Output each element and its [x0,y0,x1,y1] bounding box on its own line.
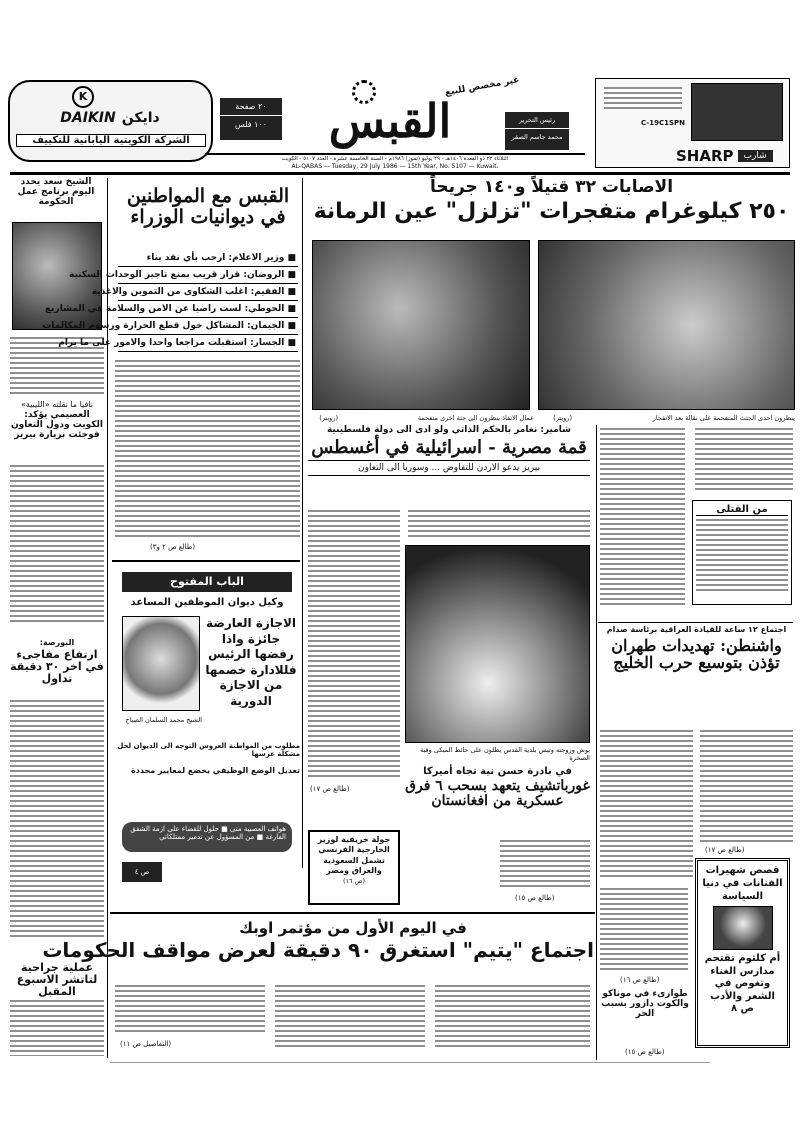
caption-left: عمال الانقاذ ينظرون الى جثة اخرى متفحمة [417,414,534,422]
minister-item: ■ الحوطي: لست راضيا عن الامن والسلامة في المشاريع [118,301,298,318]
official-caption: الشيخ محمد السلمان الصباح [125,716,202,724]
logo: القبس [328,94,452,148]
libya-story [10,400,104,441]
open-door-title: الباب المفتوح [122,572,292,592]
open-door-item-2: تعديل الوضع الوظيفي يخضع لمعايير محددة [131,766,300,775]
page-count: ٢٠ صفحة [220,98,282,116]
tv-image [691,83,783,141]
tour-page: (ص ١٦) [343,876,365,885]
thatcher-headline: عملية جراحية لتاتشر الاسبوع المقبل [16,961,98,999]
summit-story-heading [308,426,590,476]
open-door-subtitle: وكيل ديوان الموظفين المساعد [130,597,284,608]
sharp-ad [595,78,790,168]
open-door-items [112,742,300,775]
minister-item: ■ وزير الاعلام: ارحب بأي نقد بناء [118,250,298,267]
rescue-photo-left [312,240,530,410]
qasas-headline: قصص شهيرات الفنانات في دنيا السياسة [702,865,783,902]
saad-headline: الشيخ سعد يحدد اليوم برنامج عمل الحكومة [17,177,95,207]
masthead-rule [205,153,585,155]
monaco-jump: (طالع ص ١٥) [625,1048,665,1056]
official-photo [122,616,200,711]
qasas-box [695,858,790,1048]
qasas-sub: أم كلثوم تقتحم مدارس الغناء وتغوص في الشعر والأدب [704,953,781,1002]
killed-box [692,500,792,605]
main-headline: ٢٥٠ كيلوغرام متفجرات "تزلزل" عين الرمانة [313,198,790,224]
monaco-top-jump: (طالع ص ١٦) [620,976,660,984]
sharp-model: C-19C1SPN [641,119,685,127]
price: ١٠٠ فلس [234,120,268,129]
iraq-story-heading [600,626,793,672]
opec-headline: اجتماع "يتيم" استغرق ٩٠ دقيقة لعرض مواقف الحكومات [42,937,594,962]
main-kicker: الاصابات ٣٢ قتيلاً و١٤٠ جريحاً [429,177,674,197]
bottom-rule [110,1062,710,1063]
daikin-arabic: دايكن [121,110,160,126]
dateline-arabic: الثلاثاء ٢٢ ذو القعدة ١٤٠٦هـ - ٢٩ يوليو (تموز) ١٩٨٦م - السنة الخامسة عشرة - العدد ٥١٠٧ - الكويت [281,156,509,162]
summit-headline: قمة مصرية - اسرائيلية في أغسطس [311,436,587,458]
ministers-list [42,250,298,352]
summit-kicker: شامير: نغامر بالحكم الذاتي ولو ادى الى دولة فلسطينية [326,425,572,435]
tour-text: جولة خريفية لوزير الخارجية الفرنسي تشمل السعودية والعراق ومصر [317,835,391,876]
opec-jump: (التفاصيل ص ١١) [120,1040,172,1048]
libya-headline: العصيمي يؤكد: الكويت ودول التعاون فوجئت بزيارة بيريز [10,410,103,440]
bourse-kicker: البورصة: [39,638,75,647]
gorbachev-kicker: في بادرة حسن نية تجاه أميركا [423,766,572,777]
main-story-heading [308,178,795,224]
opec-kicker: في اليوم الأول من مؤتمر اوبك [239,919,467,937]
daikin-logo-icon: K [72,86,94,108]
minister-item: ■ الجيمان: المشاكل حول قطع الحرارة ورسوم المكالمات [118,318,298,335]
credit-left: (رويتر) [319,414,338,422]
minister-item: ■ الفقيم: اغلب الشكاوى من التموين والاغذية [118,284,298,301]
not-for-sale: غير مخصص للبيع [444,75,521,99]
price-box [220,98,282,140]
qasas-page: ص ٨ [730,1003,755,1014]
libya-kicker: نافيا ما نقلته «الليبية» [21,400,93,409]
iraq-headline: واشنطن: تهديدات طهران تؤذن بتوسيع حرب الخليج [611,635,782,673]
daikin-company: الشركة الكويتية اليابانية للتكييف [16,134,206,147]
tour-box [308,830,400,905]
promo-page[interactable]: ص ٤ [122,862,162,882]
ministers-headline: القبس مع المواطنين في ديوانيات الوزراء [126,185,290,228]
monaco-headline: طوارىء في موناكو والكوت دازور بسبب الحر [601,989,689,1019]
caption-right: ينظرون احدى الجثث المتفحمة على نقالة بعد الانفجار [652,414,795,422]
open-door-item-1: مطلوب من المواطنة العروس التوجه الى الديوان لحل مشكلة عرسها [117,742,300,758]
bourse-headline: ارتفاع مفاجىء في اخر ٣٠ دقيقة تداول [10,648,104,686]
promo-box[interactable]: هواتف العصبية متى ■ حلول للقضاء على ازمة الشقق الفارغة ■ من المسؤول عن تدمير ممتلكاتي [122,822,292,852]
gorbachev-jump: (طالع ص ١٥) [515,894,555,902]
credit-right: (رويتر) [553,414,572,422]
wailing-wall-photo [405,545,590,743]
killed-box-title: من القتلى [696,504,788,516]
sharp-brand: SHARP [676,147,734,165]
umm-kulthum-photo [713,906,773,950]
gorbachev-story-heading [405,766,590,810]
iraq-kicker: اجتماع ١٢ ساعة للقيادة العراقية برئاسة صدام [606,625,787,634]
shamir-jump: (طالع ص ١٧) [310,785,350,793]
open-door-quote: الاجازة العارضة جائزة واذا رفضها الرئيس فللادارة خصمها من الاجازة الدورية [205,616,297,708]
bourse-story [10,638,104,685]
top-rule [10,172,790,175]
minister-item: ■ الروضان: قرار قريب بمنع تاجير الوحدات السكنية [118,267,298,284]
iraq-jump: (طالع ص ١٧) [705,846,745,854]
daikin-ad [8,80,213,162]
dateline-english: AL-QABAS — Tuesday, 29 July 1986 — 15th Year, No. 5107 — Kuwait. [291,163,499,170]
gorbachev-headline: غورباتشيف يتعهد بسحب ٦ فرق عسكرية من افغانستان [405,778,590,810]
rescue-photo-right [538,240,795,410]
editor-box: رئيس التحرير محمد جاسم الصقر [505,112,569,150]
daikin-brand: DAIKIN [60,110,116,126]
sharp-arabic: شارب [738,150,773,162]
minister-item: ■ الجسار: استقبلت مراجعا واحدا والامور على ما يرام [118,335,298,352]
opec-story-heading [42,919,594,962]
ministers-jump: (طالع ص ٢ و٣) [150,543,196,551]
summit-sub: بيريز يدعو الاردن للتفاوض ... وسوريا الى التعاون [308,460,590,476]
wall-caption: بوش وزوجته وتيس بلدية القدس يطلون على حائط المبكى وقبة الصخرة [420,746,590,762]
